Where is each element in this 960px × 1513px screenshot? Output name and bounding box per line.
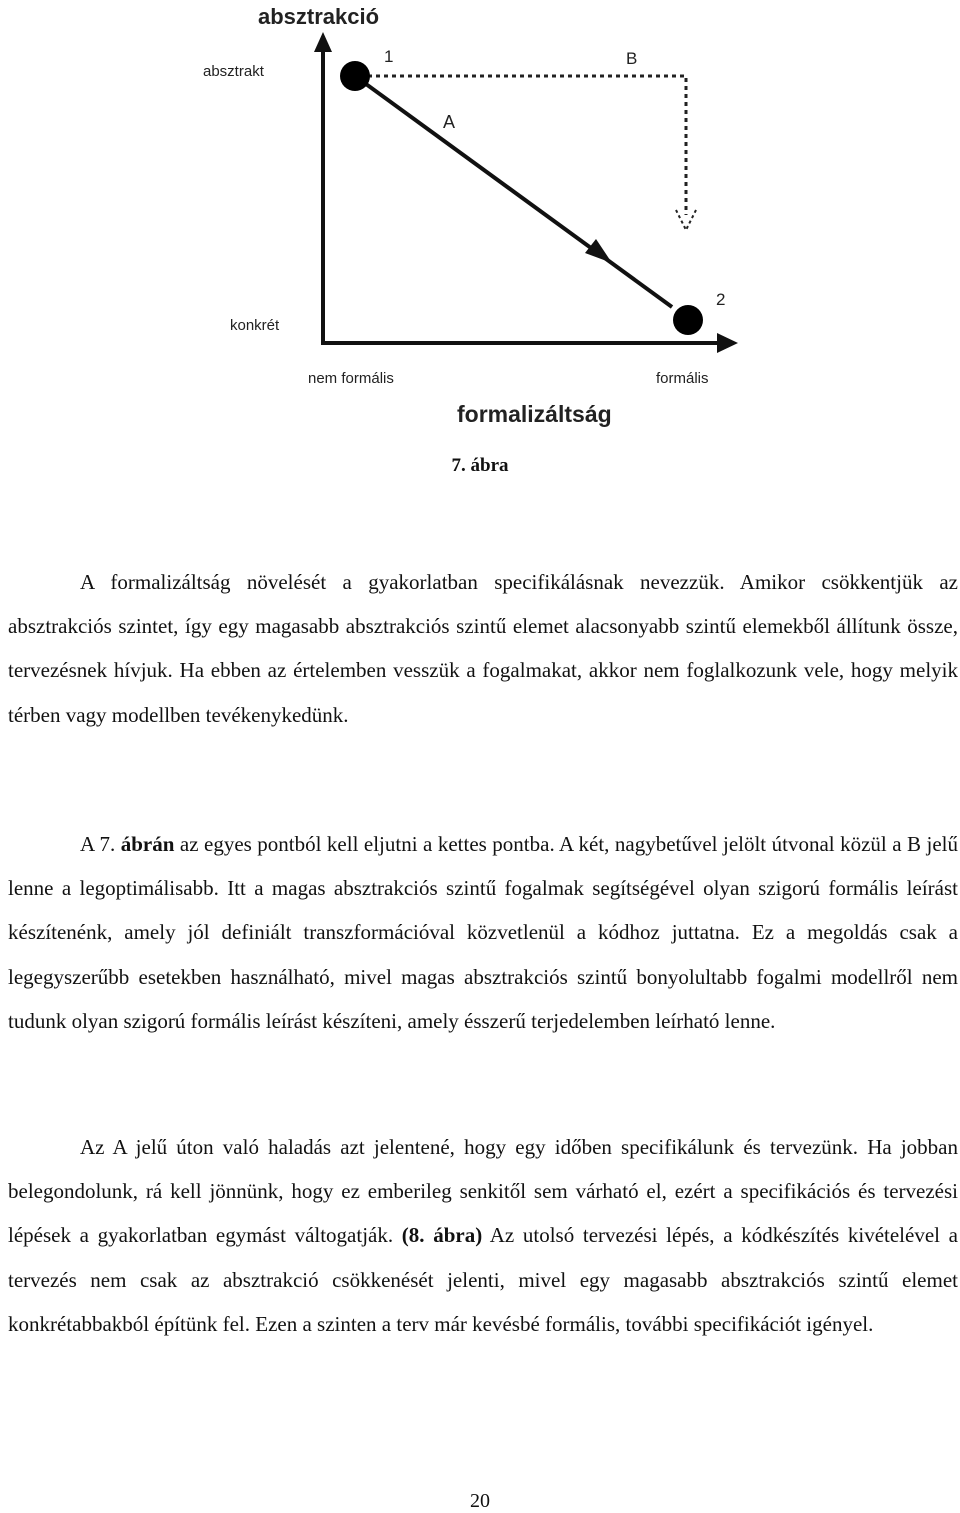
point-2-dot xyxy=(673,305,703,335)
paragraph-1 xyxy=(8,560,958,737)
x-left-label: nem formális xyxy=(308,370,394,387)
paragraph-2 xyxy=(8,822,958,1043)
paragraph-1-text: A formalizáltság növelését a gyakorlatban specifikálásnak nevezzük. Amikor csökkentjük az absztrakciós szintet, így egy magasabb absztrakciós szintű elemet alacsonyabb szintű elemekből állítunk össze, tervezésnek hívjuk. Ha ebben az értelemben vesszük a fogalmakat, akkor nem foglalkozunk vele, hogy melyik térben vagy modellben tevékenykedünk. xyxy=(8,570,958,727)
paragraph-2-text-rest: az egyes pontból kell eljutni a kettes pontba. A két, nagybetűvel jelölt útvonal közül a B jelű lenne a legoptimálisabb. Itt a magas absztrakciós szintű fogalmak segítségével olyan szigorú formális leírást készítenénk, amely jól definiált transzformációval közvetlenül a kódhoz juttatna. Ez a megoldás csak a legegyszerűbb esetekben használható, mivel magas absztrakciós szintű bonyolultabb fogalmi modellről nem tudunk olyan szigorú formális leírást készíteni, amely ésszerű terjedelemben leírható lenne. xyxy=(8,832,958,1033)
paragraph-3-text-start: Az A jelű úton való haladás azt jelentené, hogy egy időben specifikálunk és tervezünk. Ha jobban belegondolunk, rá kell jönnünk, hogy ez emberileg senkitől sem várható el, ezért a specifikációs és tervezési lépések a gyakorlatban egymást váltogatják. xyxy=(8,1135,958,1248)
path-a-arrowhead xyxy=(585,239,612,263)
point-1-label: 1 xyxy=(384,47,394,66)
y-axis-arrowhead xyxy=(314,32,332,52)
x-axis-arrowhead xyxy=(717,333,738,353)
paragraph-2-bold-ref: ábrán xyxy=(120,832,175,856)
paragraph-2-text-start: A 7. xyxy=(80,832,121,856)
path-a-line xyxy=(355,76,672,307)
path-b-dashed-line xyxy=(360,76,686,215)
path-b-arrow-icon xyxy=(676,210,696,230)
path-a-label: A xyxy=(443,112,456,132)
paragraph-3-bold-ref: (8. ábra) xyxy=(401,1223,483,1248)
x-right-label: formális xyxy=(656,370,709,387)
x-axis-title: formalizáltság xyxy=(457,401,612,427)
paragraph-3-text-rest: Az utolsó tervezési lépés, a kódkészítés kivételével a tervezés nem csak az absztrakció csökkenését jelenti, mivel egy magasabb absztrakciós szintű elemet konkrétabbakból építünk fel. Ezen a szinten a terv már kevésbé formális, további specifikációt igényel. xyxy=(8,1223,958,1336)
figure-caption: 7. ábra xyxy=(451,455,509,476)
point-1-dot xyxy=(340,61,370,91)
path-b-label: B xyxy=(626,49,638,68)
page-number: 20 xyxy=(470,1490,490,1512)
point-2-label: 2 xyxy=(716,290,726,309)
paragraph-3 xyxy=(8,1125,958,1346)
y-axis-title: absztrakció xyxy=(258,4,380,29)
y-top-label: absztrakt xyxy=(203,63,264,80)
abstraction-formalization-diagram xyxy=(0,0,960,440)
y-bottom-label: konkrét xyxy=(230,317,280,334)
